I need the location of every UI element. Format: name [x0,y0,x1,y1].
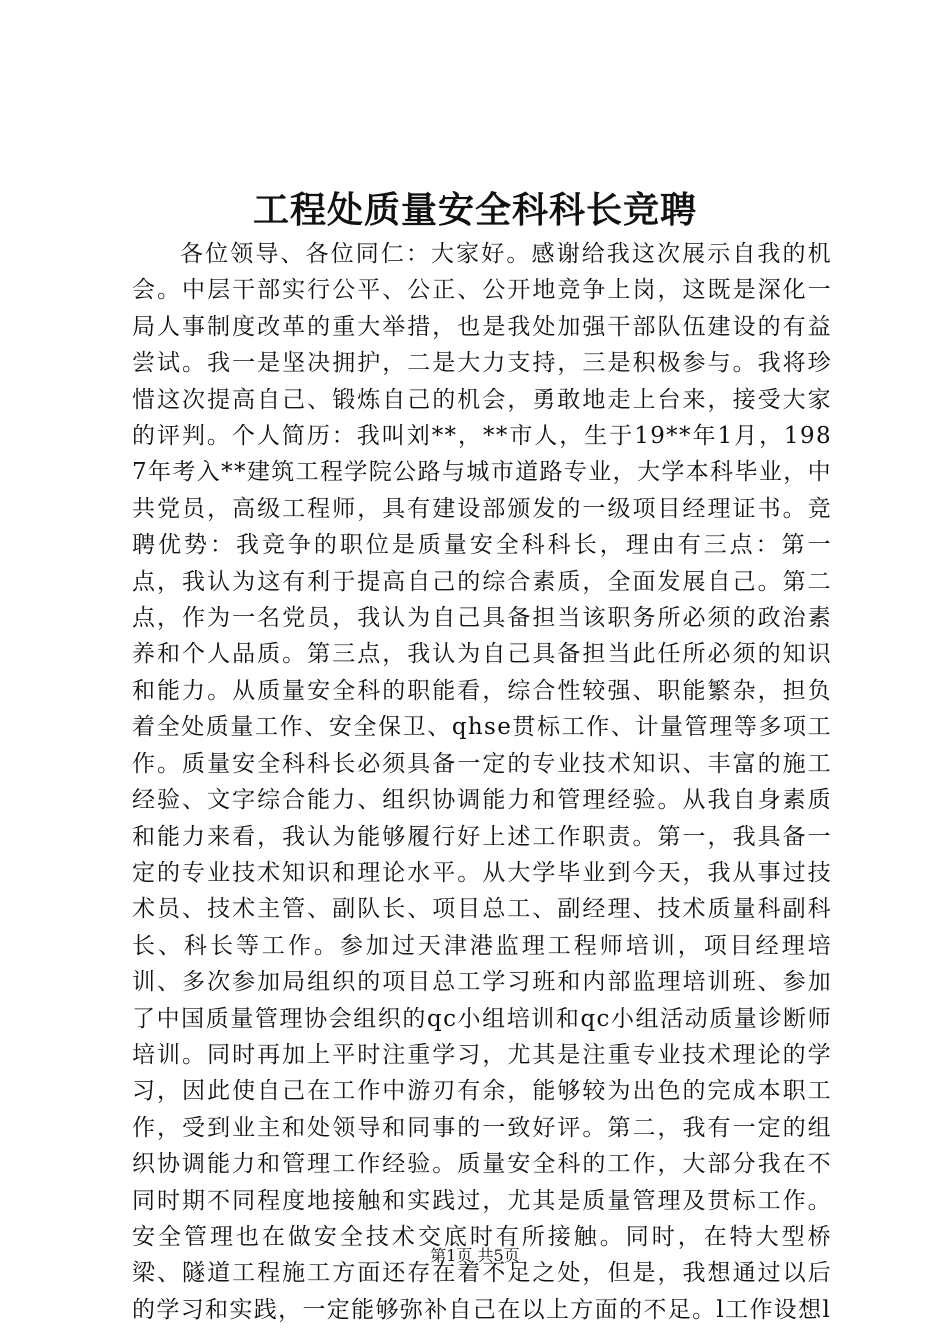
page-number-footer: 第1页 共5页 [430,1246,520,1265]
document-body: 各位领导、各位同仁：大家好。感谢给我这次展示自我的机会。中层干部实行公平、公正、公开地竞争上岗，这既是深化一局人事制度改革的重大举措，也是我处加强干部队伍建设的有益尝试。我一是坚决拥护，二是大力支持，三是积极参与。我将珍惜这次提高自己、锻炼自己的机会，勇敢地走上台来，接受大家的评判。个人简历：我叫刘**，**市人，生于19**年1月，1987年考入**建筑工程学院公路与城市道路专业，大学本科毕业，中共党员，高级工程师，具有建设部颁发的一级项目经理证书。竞聘优势：我竞争的职位是质量安全科科长，理由有三点：第一点，我认为这有利于提高自己的综合素质，全面发展自己。第二点，作为一名党员，我认为自己具备担当该职务所必须的政治素养和个人品质。第三点，我认为自己具备担当此任所必须的知识和能力。从质量安全科的职能看，综合性较强、职能繁杂，担负着全处质量工作、安全保卫、qhse贯标工作、计量管理等多项工作。质量安全科科长必须具备一定的专业技术知识、丰富的施工经验、文字综合能力、组织协调能力和管理经验。从我自身素质和能力来看，我认为能够履行好上述工作职责。第一，我具备一定的专业技术知识和理论水平。从大学毕业到今天，我从事过技术员、技术主管、副队长、项目总工、副经理、技术质量科副科长、科长等工作。参加过天津港监理工程师培训，项目经理培训、多次参加局组织的项目总工学习班和内部监理培训班、参加了中国质量管理协会组织的qc小组培训和qc小组活动质量诊断师培训。同时再加上平时注重学习，尤其是注重专业技术理论的学习，因此使自己在工作中游刃有余，能够较为出色的完成本职工作，受到业主和处领导和同事的一致好评。第二，我有一定的组织协调能力和管理工作经验。质量安全科的工作，大部分我在不同时期不同程度地接触和实践过，尤其是质量管理及贯标工作。安全管理也在做安全技术交底时有所接触。同时，在特大型桥梁、隧道工程施工方面还存在着不足之处，但是，我想通过以后的学习和实践，一定能够弥补自己在以上方面的不足。l工作设想l [132,241,832,1323]
document-title: 工程处质量安全科科长竞聘 [252,189,697,231]
